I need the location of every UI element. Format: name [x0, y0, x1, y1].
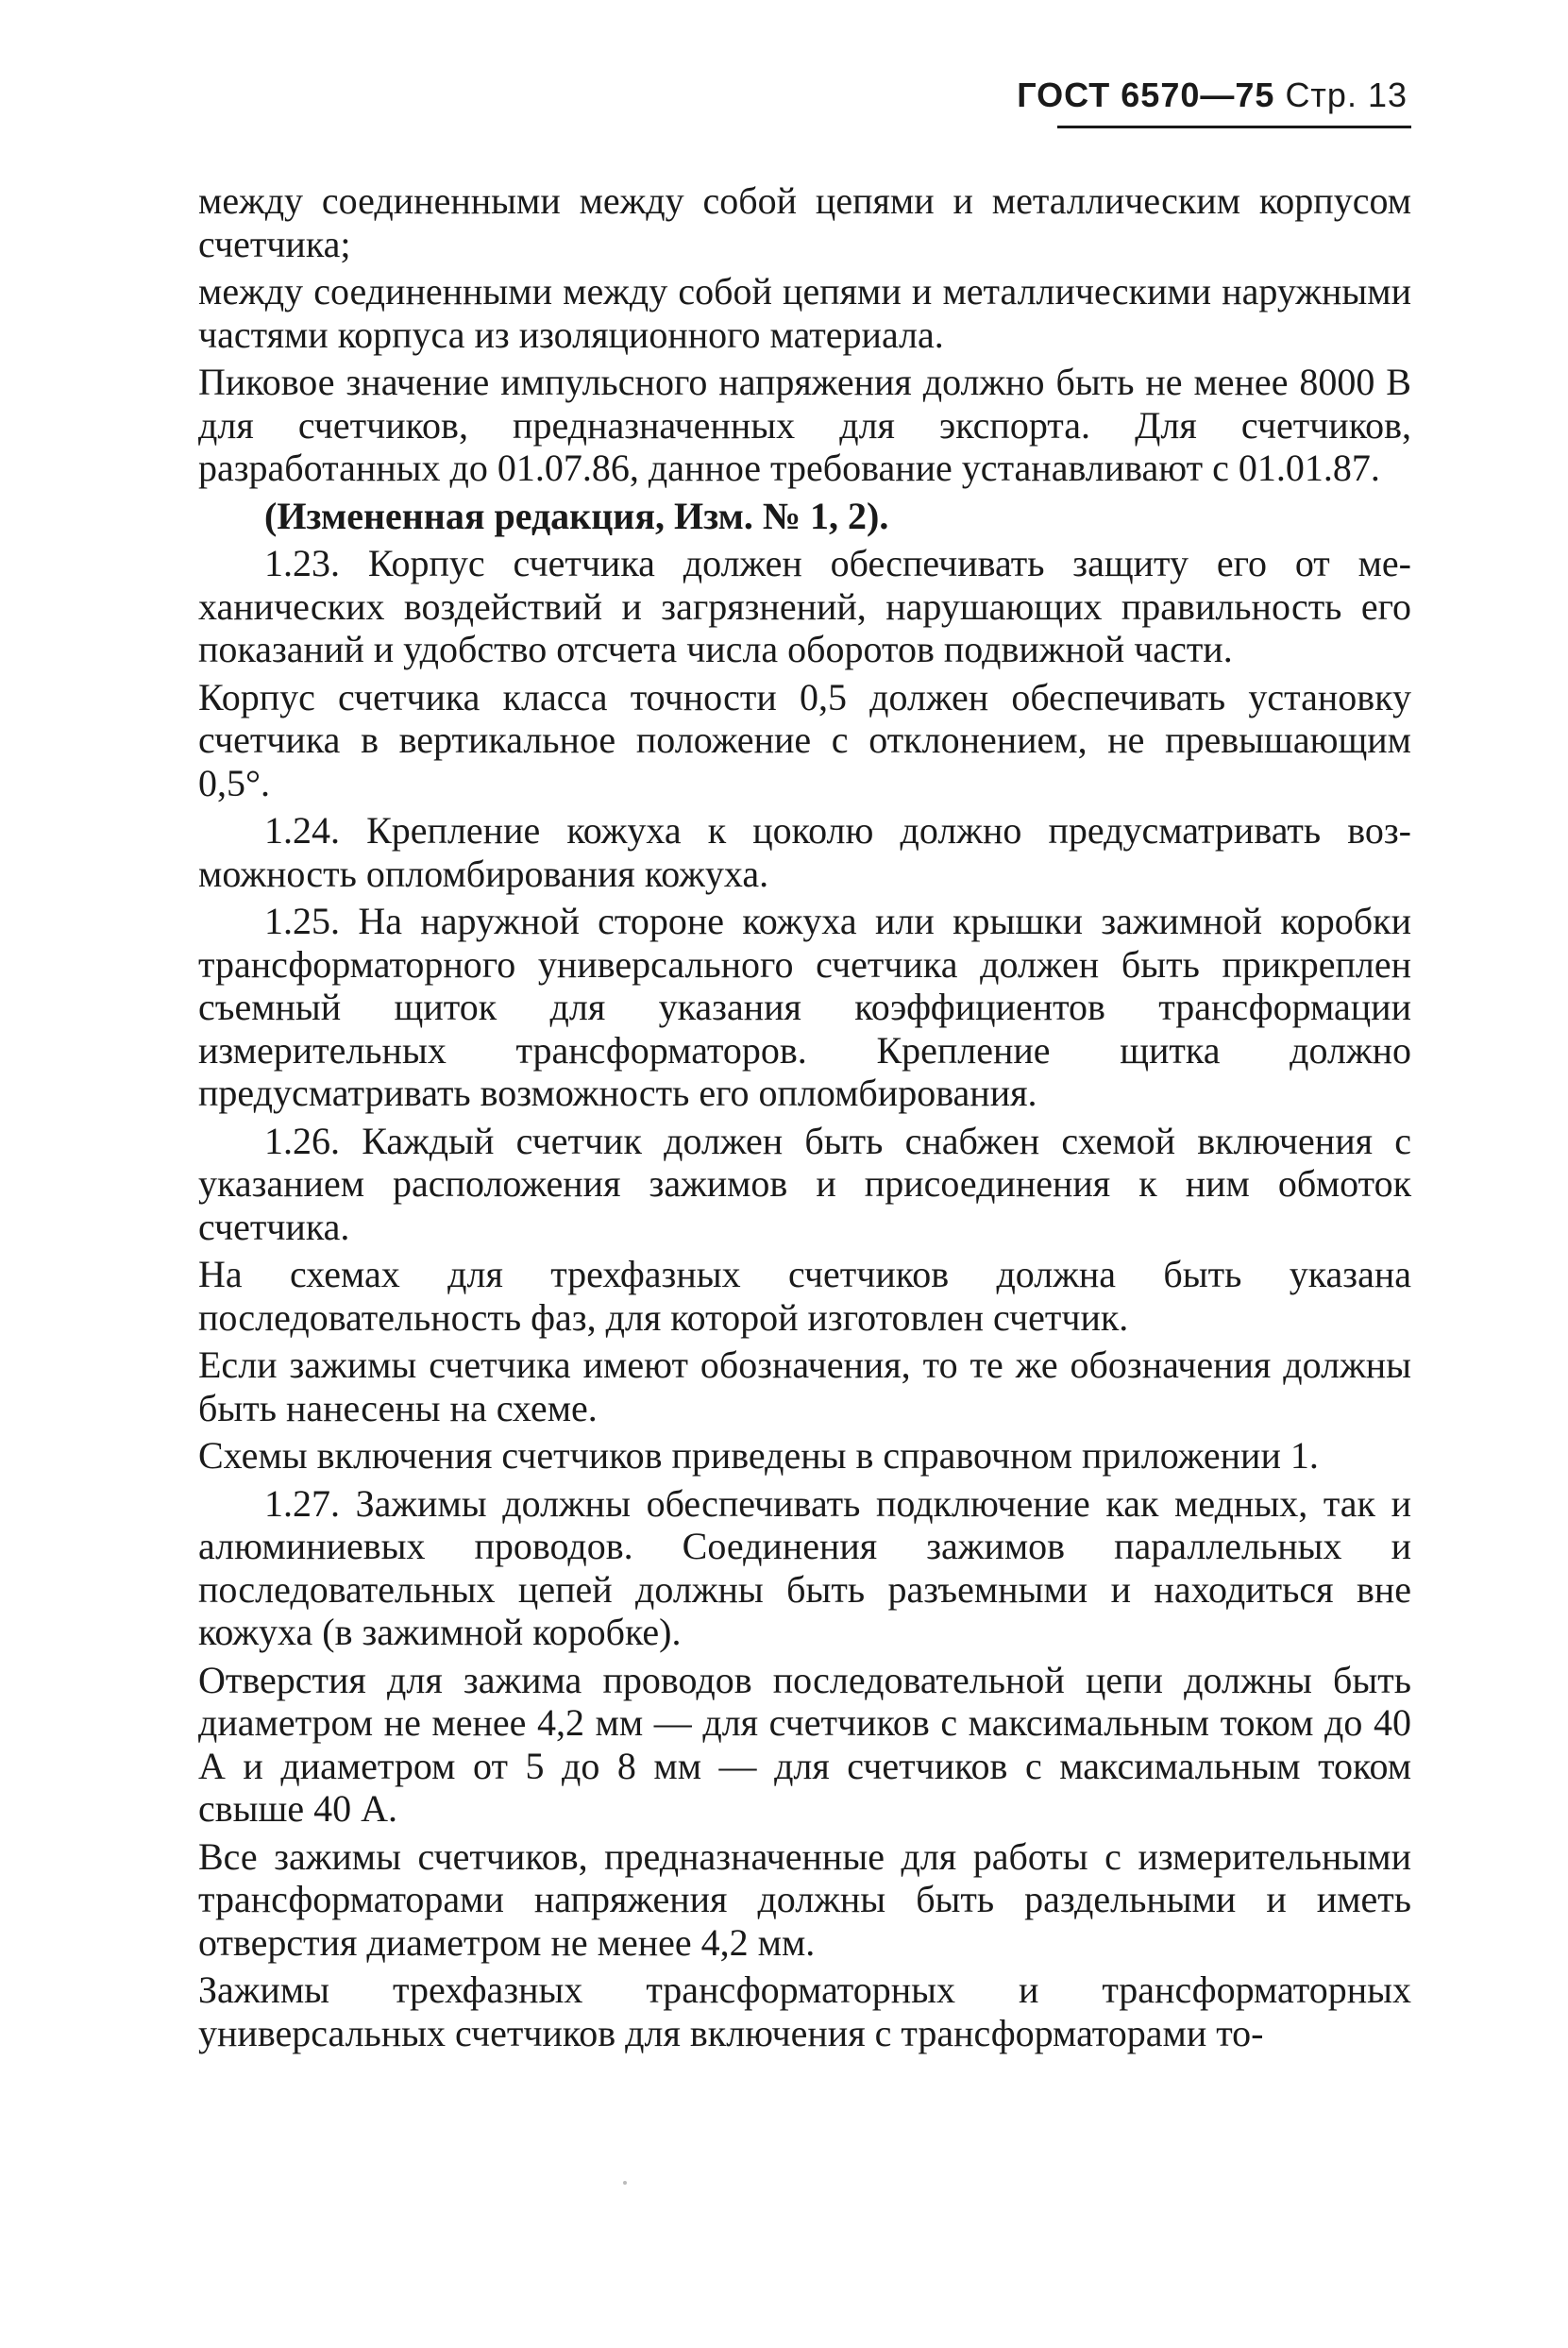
clause-1-23: 1.23. Корпус счетчика должен обеспечивать защиту его от механических воздействий и загрязнений, нарушающих правильность его показаний и удобство отсчета числа оборотов подвижной части.: [198, 542, 1411, 670]
paragraph-3: Пиковое значение импульсного напряжения должно быть не менее 8000 В для счетчиков, предназначенных для экспорта. Для счетчиков, разработанных до 01.07.86, данное требование устанавливают с 01.01.87.: [198, 361, 1411, 489]
clause-1-25: 1.25. На наружной стороне кожуха или крышки зажимной коробки трансформаторного универсального счетчика должен быть прикреплен съемный щиток для указания коэффициентов трансформации измерительных трансформаторов. Крепление щитка должно предусматривать возможность его опломбирования.: [198, 900, 1411, 1114]
paragraph-6: Корпус счетчика класса точности 0,5 должен обеспечивать установку счетчика в вертикальное положение с отклонением, не превышающим 0,5°.: [198, 675, 1411, 804]
paragraph-16: Зажимы трехфазных трансформаторных и трансформаторных универсальных счетчиков для включения с трансформаторами то-: [198, 1968, 1411, 2054]
paragraph-10: На схемах для трехфазных счетчиков должна быть указана последовательность фаз, для которой изготовлен счетчик.: [198, 1253, 1411, 1339]
clause-1-24: 1.24. Крепление кожуха к цоколю должно предусматривать возможность опломбирования кожуха.: [198, 809, 1411, 895]
scan-speck: [623, 2181, 627, 2185]
paragraph-14: Отверстия для зажима проводов последовательной цепи должны быть диаметром не менее 4,2 мм — для счетчиков с максимальным током до 40 А и диаметром от 5 до 8 мм — для счетчиков с максимальным током свыше 40 А.: [198, 1658, 1411, 1830]
standard-number: ГОСТ 6570—75: [1017, 76, 1275, 114]
clause-1-26: 1.26. Каждый счетчик должен быть снабжен схемой включения с указанием расположения зажимов и присоединения к ним обмоток счетчика.: [198, 1119, 1411, 1248]
paragraph-2: между соединенными между собой цепями и металлическими наружными частями корпуса из изоляционного материала.: [198, 270, 1411, 356]
paragraph-1: между соединенными между собой цепями и металлическим корпусом счетчика;: [198, 179, 1411, 265]
page-header: [1017, 76, 1408, 115]
document-body: [198, 179, 1411, 2059]
paragraph-15: Все зажимы счетчиков, предназначенные для работы с измерительными трансформаторами напряжения должны быть раздельными и иметь отверстия диаметром не менее 4,2 мм.: [198, 1834, 1411, 1964]
amendment-note: (Измененная редакция, Изм. № 1, 2).: [264, 494, 889, 537]
page-number: Стр. 13: [1285, 76, 1408, 114]
paragraph-11: Если зажимы счетчика имеют обозначения, то те же обозначения должны быть нанесены на схеме.: [198, 1343, 1411, 1429]
clause-1-27: 1.27. Зажимы должны обеспечивать подключение как медных, так и алюминиевых проводов. Соединения зажимов параллельных и последовательных цепей должны быть разъемными и находиться вне кожуха (в зажимной коробке).: [198, 1481, 1411, 1653]
paragraph-12: Схемы включения счетчиков приведены в справочном приложении 1.: [198, 1434, 1319, 1477]
header-rule: [1057, 126, 1411, 128]
